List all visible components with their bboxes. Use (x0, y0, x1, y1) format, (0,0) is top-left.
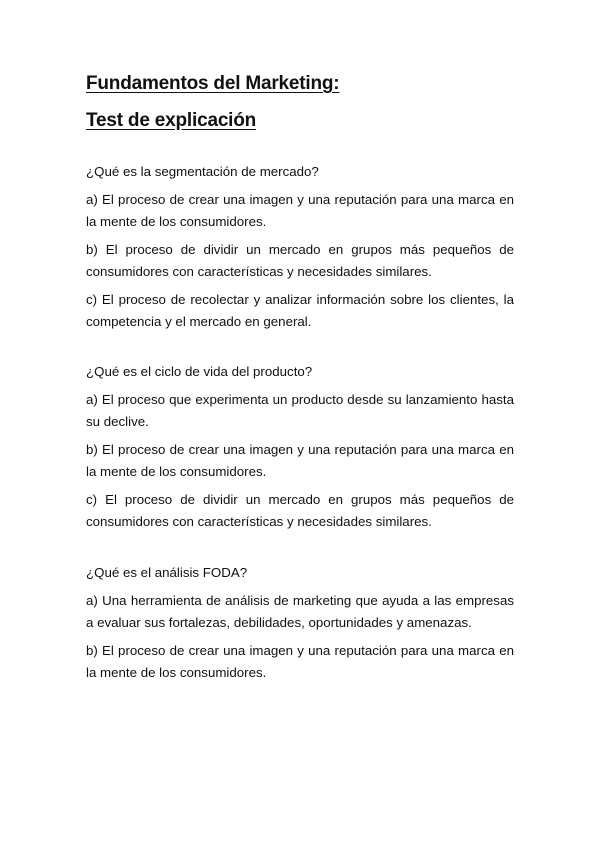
answer-option-b: b) El proceso de dividir un mercado en grupos más pequeños de consumidores con características y necesidades similares. (86, 242, 514, 279)
question-block-1 (86, 161, 514, 333)
answer-option-c: c) El proceso de recolectar y analizar información sobre los clientes, la competencia y el mercado en general. (86, 292, 514, 329)
answer-option-b: b) El proceso de crear una imagen y una reputación para una marca en la mente de los consumidores. (86, 442, 514, 479)
question-text: ¿Qué es el ciclo de vida del producto? (86, 364, 313, 379)
question-block-2 (86, 361, 514, 533)
question-block-3 (86, 562, 514, 684)
answer-option-a: a) El proceso de crear una imagen y una reputación para una marca en la mente de los consumidores. (86, 192, 514, 229)
answer-option-c: c) El proceso de dividir un mercado en grupos más pequeños de consumidores con características y necesidades similares. (86, 492, 514, 529)
answer-option-b: b) El proceso de crear una imagen y una reputación para una marca en la mente de los consumidores. (86, 643, 514, 680)
document-title: Fundamentos del Marketing: (86, 73, 340, 94)
answer-option-a: a) Una herramienta de análisis de marketing que ayuda a las empresas a evaluar sus fortalezas, debilidades, oportunidades y amenazas. (86, 593, 514, 630)
question-text: ¿Qué es el análisis FODA? (86, 565, 248, 580)
document-subtitle: Test de explicación (86, 110, 257, 131)
answer-option-a: a) El proceso que experimenta un producto desde su lanzamiento hasta su declive. (86, 392, 514, 429)
question-text: ¿Qué es la segmentación de mercado? (86, 164, 319, 179)
document-page (86, 72, 514, 712)
